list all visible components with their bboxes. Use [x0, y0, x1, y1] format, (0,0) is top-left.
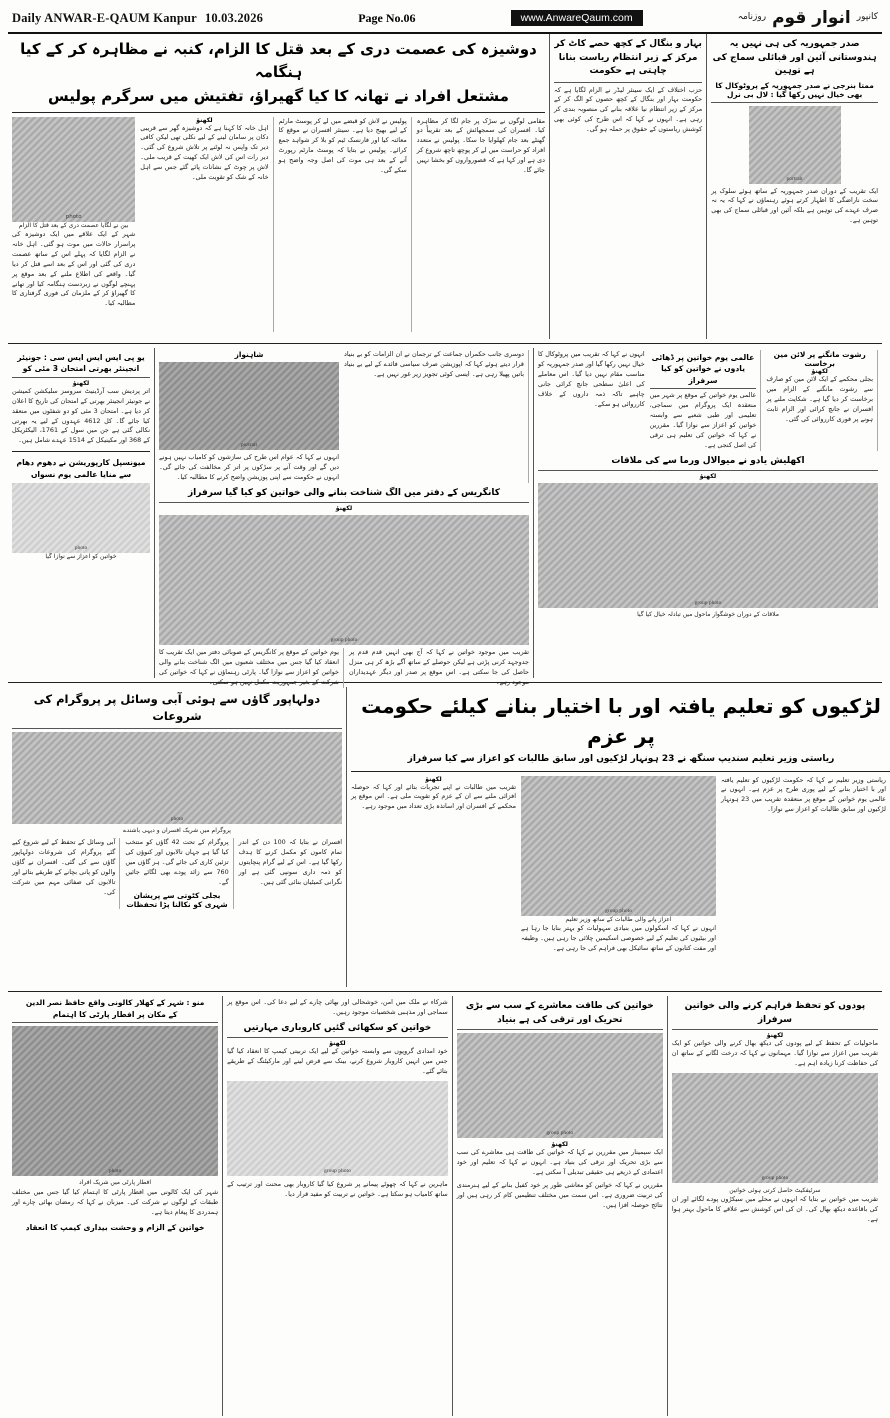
- municipal-photo: photo: [12, 483, 150, 553]
- congress-group-photo: group photo: [159, 515, 529, 645]
- meet-headline: اکھلیش یادو نے میوالال ورما سے کی ملاقات: [611, 455, 805, 466]
- women-power-photo: group photo: [457, 1033, 663, 1138]
- banner-photo-col: group photo اعزاز پانے والی طالبات کے ساتھ وزیر تعلیم انہوں نے کہا کہ اسکولوں میں بنیادی سہولیات کو بہتر بنایا جا رہا ہے اور بیٹیوں کی تعلیم کے لیے خصوصی اسکیمیں چلائی جا رہی ہیں۔ وظیفہ اور مفت کتابوں کے ساتھ سائیکل بھی فراہم کی جا رہی ہے۔: [521, 776, 716, 954]
- lead-story: [8, 34, 550, 339]
- congress-headline: کانگریس کے دفتر میں الگ شناخت بنانے والی خواتین کو کیا گیا سرفراز: [187, 487, 501, 498]
- municipal-caption: خواتین کو اعزاز سے نوازا گیا: [45, 553, 117, 561]
- lead-photo-caption: بین نے لگایا عصمت دری کے بعد قتل کا الزام: [18, 221, 129, 229]
- right-top-portrait: portrait: [749, 106, 841, 184]
- top-section: [8, 34, 882, 339]
- bottom-section: [8, 996, 882, 1416]
- right-top-col-3: انہوں نے کہا کہ تقریب میں پروٹوکال کا خیال نہیں رکھا گیا اور صدر جمہوریہ کو مناسب مقام نہیں دیا گیا۔ اس معاملے کی اعلیٰ سطحی جانچ کرائی جانی چاہیے تاکہ ذمہ داروں کے خلاف کارروائی ہو سکے۔: [538, 350, 645, 408]
- masthead-logo-group: [738, 8, 878, 28]
- center-portrait: portrait: [159, 362, 339, 450]
- lead-photo: photo: [12, 117, 135, 222]
- plantation-photo: group photo: [672, 1073, 878, 1183]
- banner-sub: ریاستی وزیر تعلیم سندیپ سنگھ نے 23 ہونہار لڑکیوں اور سابق طالبات کو اعزاز سے کیا سرفراز: [407, 754, 835, 764]
- lead-headline-2: مشتعل افراد نے تھانہ کا کیا گھیراؤ، تفتیش میں سرگرم پولیس: [48, 87, 509, 105]
- lead-col-4: مقامی لوگوں نے سڑک پر جام لگا کر مظاہرہ کیا۔ افسران کی سمجھائش کے بعد تقریباً دو گھنٹے بعد جام کھلوایا جا سکا۔ پولیس نے متعدد افراد کو حراست میں لے کر پوچھ تاچھ شروع کر دی ہے اور کہا ہے کہ قصورواروں کو بخشا نہیں جائے گا۔: [416, 116, 545, 175]
- dulhapur-headline: دولہاپور گاؤں سے ہوئی آبی وسائل پر پروگرام کی شروعات: [33, 692, 321, 724]
- women-power-byline: لکھنؤ: [551, 1141, 568, 1148]
- masthead-date: 10.03.2026: [204, 10, 264, 25]
- meet-caption: ملاقات کے دوران خوشگوار ماحول میں تبادلہ خیال کیا گیا: [637, 611, 779, 619]
- right-mid-headline: عالمی یوم خواتین پر ڈھائی یادوں نے خواتین کو کیا سرفراز: [651, 353, 755, 385]
- side-byline: لکھنؤ: [811, 368, 828, 375]
- banner-photo: group photo: [521, 776, 716, 916]
- masthead: [8, 6, 882, 34]
- right-mid-group: [534, 348, 882, 678]
- right-top-col-1: رشوت مانگنے پر لائن مین برخاست لکھنؤ بجلی محکمے کے ایک لائن مین کو صارف سے رشوت مانگنے کے الزام میں برخاست کر دیا گیا ہے۔ شکایت ملنے پر افسران نے جانچ کرائی اور الزام ثابت ہونے پر فوری کارروائی کی گئی۔: [766, 350, 878, 451]
- masthead-city: کانپور: [856, 12, 878, 23]
- congress-story: شاہنواز portrait انہوں نے کہا کہ عوام اس طرح کی سازشوں کو کامیاب نہیں ہونے دیں گے اور وقت آنے پر سڑکوں پر اتر کر مخالفت کی جائے گی۔ انہوں نے حکومت سے اپنی پوزیشن واضح کرنے کا مطالبہ کیا۔ دوسری جانب حکمراں جماعت کے ترجمان نے ان الزامات کو بے بنیاد قرار دیتے ہوئے کہا کہ اپوزیشن صرف سیاسی فائدے کے لیے بے بنیاد باتیں پھیلا رہی ہے۔ ایسی کوئی تجویز زیر غور نہیں ہے۔ کانگریس کے دفتر میں الگ شناخت بنانے والی خواتین کو کیا گیا سرفراز لکھنؤ group photo تقریب میں موجود خواتین نے کہا کہ آج بھی انہیں قدم قدم پر جدوجہد کرنی پڑتی ہے لیکن حوصلے کے ساتھ آگے بڑھ کر ہی منزل حاصل کی جا سکتی ہے۔ اس موقع پر صدر اور دیگر عہدیداران موجود رہے۔ یوم خواتین کے موقع پر کانگریس کے صوبائی دفتر میں ایک تقریب کا انعقاد کیا گیا جس میں مختلف شعبوں میں الگ شناخت بنانے والی خواتین کو اعزاز سے نوازا گیا۔ پارٹی رہنماؤں نے کہا کہ خواتین کی شرکت کے بغیر جمہوریت مکمل نہیں ہو سکتی۔: [155, 348, 534, 678]
- banner-col-3: لکھنؤ تقریب میں طالبات نے اپنے تجربات بتائے اور کہا کہ حوصلہ افزائی ملنے سے ان کے عزم کو تقویت ملی ہے۔ اس موقع پر محکمے کے افسران اور اساتذہ بڑی تعداد میں موجود رہے۔: [351, 775, 516, 811]
- dulhapur-photo: photo: [12, 732, 342, 824]
- bottom-left-caption: افطار پارٹی میں شریک افراد: [79, 1179, 152, 1187]
- lead-photo-col: photo بین نے لگایا عصمت دری کے بعد قتل کا الزام شہر کے ایک علاقے میں ایک دوشیزہ کی پراسرار حالات میں موت ہو گئی۔ اہل خانہ نے الزام لگایا کہ پہلے اس کے ساتھ عصمت دری کی گئی اور اس کے بعد اسے قتل کر دیا گیا۔ واقعے کی اطلاع ملنے کے بعد موقع پر پہنچے لوگوں نے زبردست ہنگامہ کیا اور تھانے کا گھیراؤ کر کے ملزمان کی فوری گرفتاری کا مطالبہ کیا۔: [12, 117, 135, 332]
- right-top-story: صدر جمہوریہ کی ہی نہیں یہ ہندوستانی آئین اور قبائلی سماج کی ہے توہین ممتا بنرجی نے صدر جمہوریہ کے پروٹوکال کا بھی خیال نہیں رکھا گیا : لال بی نرل portrait ایک تقریب کے دوران صدر جمہوریہ کے ساتھ ہوئے سلوک پر سخت ناراضگی کا اظہار کرتے ہوئے رہنماؤں نے کہا کہ یہ نہ صرف عہدے کی توہین ہے بلکہ آئین اور قبائلی سماج کی بھی توہین ہے۔: [711, 39, 878, 225]
- center-mid-col-b: شاہنواز portrait انہوں نے کہا کہ عوام اس طرح کی سازشوں کو کامیاب نہیں ہونے دیں گے اور وقت آنے پر سڑکوں پر اتر کر مخالفت کی جائے گی۔ انہوں نے حکومت سے اپنی پوزیشن واضح کرنے کا مطالبہ کیا۔: [159, 350, 339, 481]
- banner-section: [8, 687, 886, 987]
- bottom-left-story: منو : شہر کے کھلار کالونی واقع حافظ نصر الدین کے مکان پر افطار پارٹی کا اہتمام photo افطار پارٹی میں شریک افراد شہر کی ایک کالونی میں افطار پارٹی کا اہتمام کیا گیا جس میں مختلف طبقات کے لوگوں نے شرکت کی۔ میزبان نے کہا کہ رمضان بھائی چارے اور ہمدردی کا پیغام دیتا ہے۔ خواتین کے الزام و وحشت بیداری کیمپ کا انعقاد: [8, 996, 223, 1416]
- right-top-headline: صدر جمہوریہ کی ہی نہیں یہ ہندوستانی آئین اور قبائلی سماج کی ہے توہین: [712, 39, 877, 76]
- plantation-caption: سرٹیفکیٹ حاصل کرتی ہوئی خواتین: [729, 1186, 821, 1194]
- banner-col-1: ریاستی وزیر تعلیم نے کہا کہ حکومت لڑکیوں کو تعلیم یافتہ اور با اختیار بنانے کے لیے پوری طرح پر عزم ہے۔ انہوں نے عالمی یوم خواتین کے موقع پر منعقدہ تقریب میں 23 ہونہار لڑکیوں اور سابق طالبات کو اعزاز سے نوازا۔: [721, 776, 890, 954]
- right-top-sub: ممتا بنرجی نے صدر جمہوریہ کے پروٹوکال کا بھی خیال نہیں رکھا گیا : لال بی نرل: [715, 80, 874, 99]
- masthead-logo: انوار قوم: [772, 8, 851, 28]
- website-url[interactable]: www.AnwareQaum.com: [511, 10, 643, 26]
- middle-section: [8, 348, 882, 687]
- skills-byline: لکھنؤ: [329, 1040, 346, 1048]
- lead-headline-1: دوشیزہ کی عصمت دری کے بعد قتل کا الزام، کنبہ نے مظاہرہ کر کے کیا ہنگامہ: [20, 40, 537, 81]
- page-number: Page No.06: [358, 10, 416, 25]
- masthead-title: Daily ANWAR-E-QAUM Kanpur: [12, 10, 197, 25]
- center-top-story: بہار و بنگال کے کچھ حصے کاٹ کر مرکز کے زیر انتظام ریاست بنانا چاہتی ہے حکومت حزب اختلاف کے ایک سینئر لیڈر نے الزام لگایا ہے کہ حکومت بہار اور بنگال کے کچھ حصوں کو الگ کر کے مرکز کے زیر انتظام نیا علاقہ بنانے کی منصوبہ بندی کر رہی ہے۔ انہوں نے کہا کہ اس طرح کی کوئی بھی کوشش ریاستوں کے حقوق پر حملہ ہو گی۔: [550, 34, 707, 339]
- side-headline: رشوت مانگنے پر لائن مین برخاست: [773, 350, 866, 368]
- bottom-left-kicker: منو : شہر کے کھلار کالونی واقع حافظ نصر الدین: [25, 998, 205, 1007]
- lead-byline: لکھنؤ: [196, 116, 213, 124]
- banner-byline: لکھنؤ: [425, 775, 442, 783]
- center-mid-col-a: دوسری جانب حکمراں جماعت کے ترجمان نے ان الزامات کو بے بنیاد قرار دیتے ہوئے کہا کہ اپوزیشن صرف سیاسی فائدے کے لیے بے بنیاد باتیں پھیلا رہی ہے۔ ایسی کوئی تجویز زیر غور نہیں ہے۔: [344, 350, 529, 483]
- dulhapur-story: دولہاپور گاؤں سے ہوئی آبی وسائل پر پروگرام کی شروعات photo پروگرام میں شریک افسران و دیہی باشندے افسران نے بتایا کہ 100 دن کے اندر تمام کاموں کو مکمل کرنے کا ہدف رکھا گیا ہے۔ اس کے لیے گرام پنچایتوں کو ذمہ داری سونپی گئی ہے اور نگرانی کمیٹیاں بنائی گئی ہیں۔ پروگرام کے تحت 42 گاؤں کو منتخب کیا گیا ہے جہاں تالابوں اور کنوؤں کی تزئین کاری کی جائے گی۔ ہر گاؤں میں 760 سے زائد پودے بھی لگائے جائیں گے۔ بجلی کٹوتی سے پریشان شہری کو نکالنا پڑا تحفظات آبی وسائل کے تحفظ کے لیے شروع کیے گئے پروگرام کی شروعات دولہاپور گاؤں سے کی گئی۔ افسران نے گاؤں والوں کو پانی بچانے کے طریقے بتائے اور تالابوں کی صفائی مہم میں شرکت کی۔: [8, 687, 347, 987]
- bottom-left-headline: کے مکان پر افطار پارٹی کا اہتمام: [52, 1010, 178, 1019]
- banner-story: [347, 687, 890, 987]
- center-top-headline: بہار و بنگال کے کچھ حصے کاٹ کر مرکز کے زیر انتظام ریاست بنانا چاہتی ہے حکومت: [554, 39, 702, 76]
- municipal-headline: میونسپل کارپوریشن نے دھوم دھام سے منایا عالمی یوم نسواں: [16, 458, 146, 479]
- skills-story: شرکاء نے ملک میں امن، خوشحالی اور بھائی چارے کے لیے دعا کی۔ اس موقع پر سماجی اور مذہبی شخصیات موجود رہیں۔ خواتین کو سکھائی گئیں کاروباری مہارتیں لکھنؤ خود امدادی گروپوں سے وابستہ خواتین کے لیے ایک تربیتی کیمپ کا انعقاد کیا گیا جس میں انہیں کاروبار شروع کرنے، بینک سے قرض لینے اور مارکیٹنگ کے طریقے بتائے گئے۔ group photo ماہرین نے کہا کہ چھوٹے پیمانے پر شروع کیا گیا کاروبار بھی محنت اور ترتیب کے ساتھ کامیاب ہو سکتا ہے۔ خواتین نے تربیت کو مفید قرار دیا۔: [223, 996, 453, 1416]
- bottom-left-headline-2: خواتین کے الزام و وحشت بیداری کیمپ کا انعقاد: [25, 1222, 205, 1232]
- lead-col-2: لکھنؤ اہل خانہ کا کہنا ہے کہ دوشیزہ گھر سے قریبی دکان پر سامان لینے کے لیے نکلی تھی لیکن کافی دیر تک واپس نہ لوٹنے پر تلاش شروع کی گئی۔ دیر رات اس کی لاش ایک کھیت کے قریب ملی۔ لاش پر چوٹ کے نشانات پائے گئے جس سے اہل خانہ کے شک کو تقویت ملی۔: [140, 117, 273, 332]
- banner-headline: لڑکیوں کو تعلیم یافتہ اور با اختیار بنانے کیلئے حکومت پر عزم: [361, 694, 881, 748]
- plantation-story: پودوں کو تحفظ فراہم کرنے والی خواتین سرفراز لکھنؤ ماحولیات کے تحفظ کے لیے پودوں کی دیکھ بھال کرنے والی خواتین کو ایک تقریب میں اعزاز سے نوازا گیا۔ مہمانوں نے کہا کہ درخت لگانے کے ساتھ ان کی حفاظت کرنا زیادہ اہم ہے۔ group photo سرٹیفکیٹ حاصل کرتی ہوئی خواتین تقریب میں خواتین نے بتایا کہ انہوں نے محلے میں سیکڑوں پودے لگائے اور ان کی باقاعدہ دیکھ بھال کی۔ ان کی اس کوشش سے علاقے کا ماحول بہتر ہوا ہے۔: [671, 1001, 878, 1223]
- congress-byline: لکھنؤ: [335, 505, 353, 513]
- bottom-left-photo: photo: [12, 1026, 218, 1176]
- lead-col-3: پولیس نے لاش کو قبضے میں لے کر پوسٹ مارٹم کے لیے بھیج دیا ہے۔ سینئر افسران نے موقع کا معائنہ کیا اور فارنسک ٹیم کو بلا کر شواہد جمع کرائے۔ پولیس نے بتایا کہ پوسٹ مارٹم رپورٹ آنے کے بعد ہی موت کی اصل وجہ واضح ہو سکے گی۔: [279, 117, 412, 332]
- women-power-headline: خواتین کی طاقت معاشرے کے سب سے بڑی تحریک اور ترقی کی ہے بنیاد: [465, 1001, 654, 1025]
- meet-photo: group photo: [538, 483, 878, 608]
- center-top-kicker: شاہنواز: [234, 350, 264, 359]
- right-top-col-2: عالمی یوم خواتین پر ڈھائی یادوں نے خواتین کو کیا سرفراز عالمی یوم خواتین کے موقع پر شہر میں منعقدہ ایک پروگرام میں سماجی، تعلیمی اور طبی شعبے سے وابستہ خواتین کو اعزاز سے نوازا گیا۔ مقررین نے کہا کہ خواتین کی تعلیم ہی ترقی کی اصل کنجی ہے۔: [650, 350, 762, 451]
- women-power-story: خواتین کی طاقت معاشرے کے سب سے بڑی تحریک اور ترقی کی ہے بنیاد group photo لکھنؤ ایک سیمینار میں مقررین نے کہا کہ خواتین کی طاقت ہی معاشرے کی سب سے بڑی تحریک اور ترقی کی بنیاد ہے۔ انہوں نے کہا کہ تعلیم اور خود اعتمادی کے ذریعے ہی حقیقی تبدیلی آ سکتی ہے۔ مقررین نے کہا کہ خواتین کو معاشی طور پر خود کفیل بنانے کے لیے ہنرمندی کی تربیت ضروری ہے۔ اس سمت میں مختلف تنظیمیں کام کر رہی ہیں اور نتائج حوصلہ افزا ہیں۔: [453, 996, 668, 1416]
- dulhapur-sub-headline: بجلی کٹوتی سے پریشان شہری کو نکالنا پڑا تحفظات: [126, 890, 228, 909]
- upsssc-story: یو پی ایس ایس ایس سی : جونیئر انجینئر بھرتی امتحان 3 مئی کو لکھنؤ اتر پردیش سب آرڈینیٹ سروسز سلیکشن کمیشن نے جونیئر انجینئر بھرتی کے امتحان کی تاریخ کا اعلان کر دیا ہے۔ امتحان 3 مئی کو دو شفٹوں میں منعقد کیا جائے گا۔ کل 4612 عہدوں کے لیے یہ بھرتی نکالی گئی ہے جن میں سول کے 1761، الیکٹریکل کے 368 اور مکینیکل کے 1514 عہدے شامل ہیں۔ میونسپل کارپوریشن نے دھوم دھام سے منایا عالمی یوم نسواں photo خواتین کو اعزاز سے نوازا گیا: [8, 348, 155, 678]
- skills-photo: group photo: [227, 1081, 448, 1176]
- upsssc-headline: یو پی ایس ایس ایس سی : جونیئر انجینئر بھرتی امتحان 3 مئی کو: [17, 353, 145, 374]
- banner-caption: اعزاز پانے والی طالبات کے ساتھ وزیر تعلیم: [565, 915, 672, 923]
- upsssc-byline: لکھنؤ: [72, 379, 90, 387]
- plantation-headline: پودوں کو تحفظ فراہم کرنے والی خواتین سرفراز: [684, 1001, 866, 1025]
- meet-byline: لکھنؤ: [699, 473, 717, 481]
- skills-headline: خواتین کو سکھائی گئیں کاروباری مہارتیں: [243, 1022, 432, 1033]
- plantation-byline: لکھنؤ: [766, 1032, 784, 1039]
- masthead-sub-right: روزنامہ: [737, 12, 767, 23]
- dulhapur-caption: پروگرام میں شریک افسران و دیہی باشندے: [123, 826, 231, 834]
